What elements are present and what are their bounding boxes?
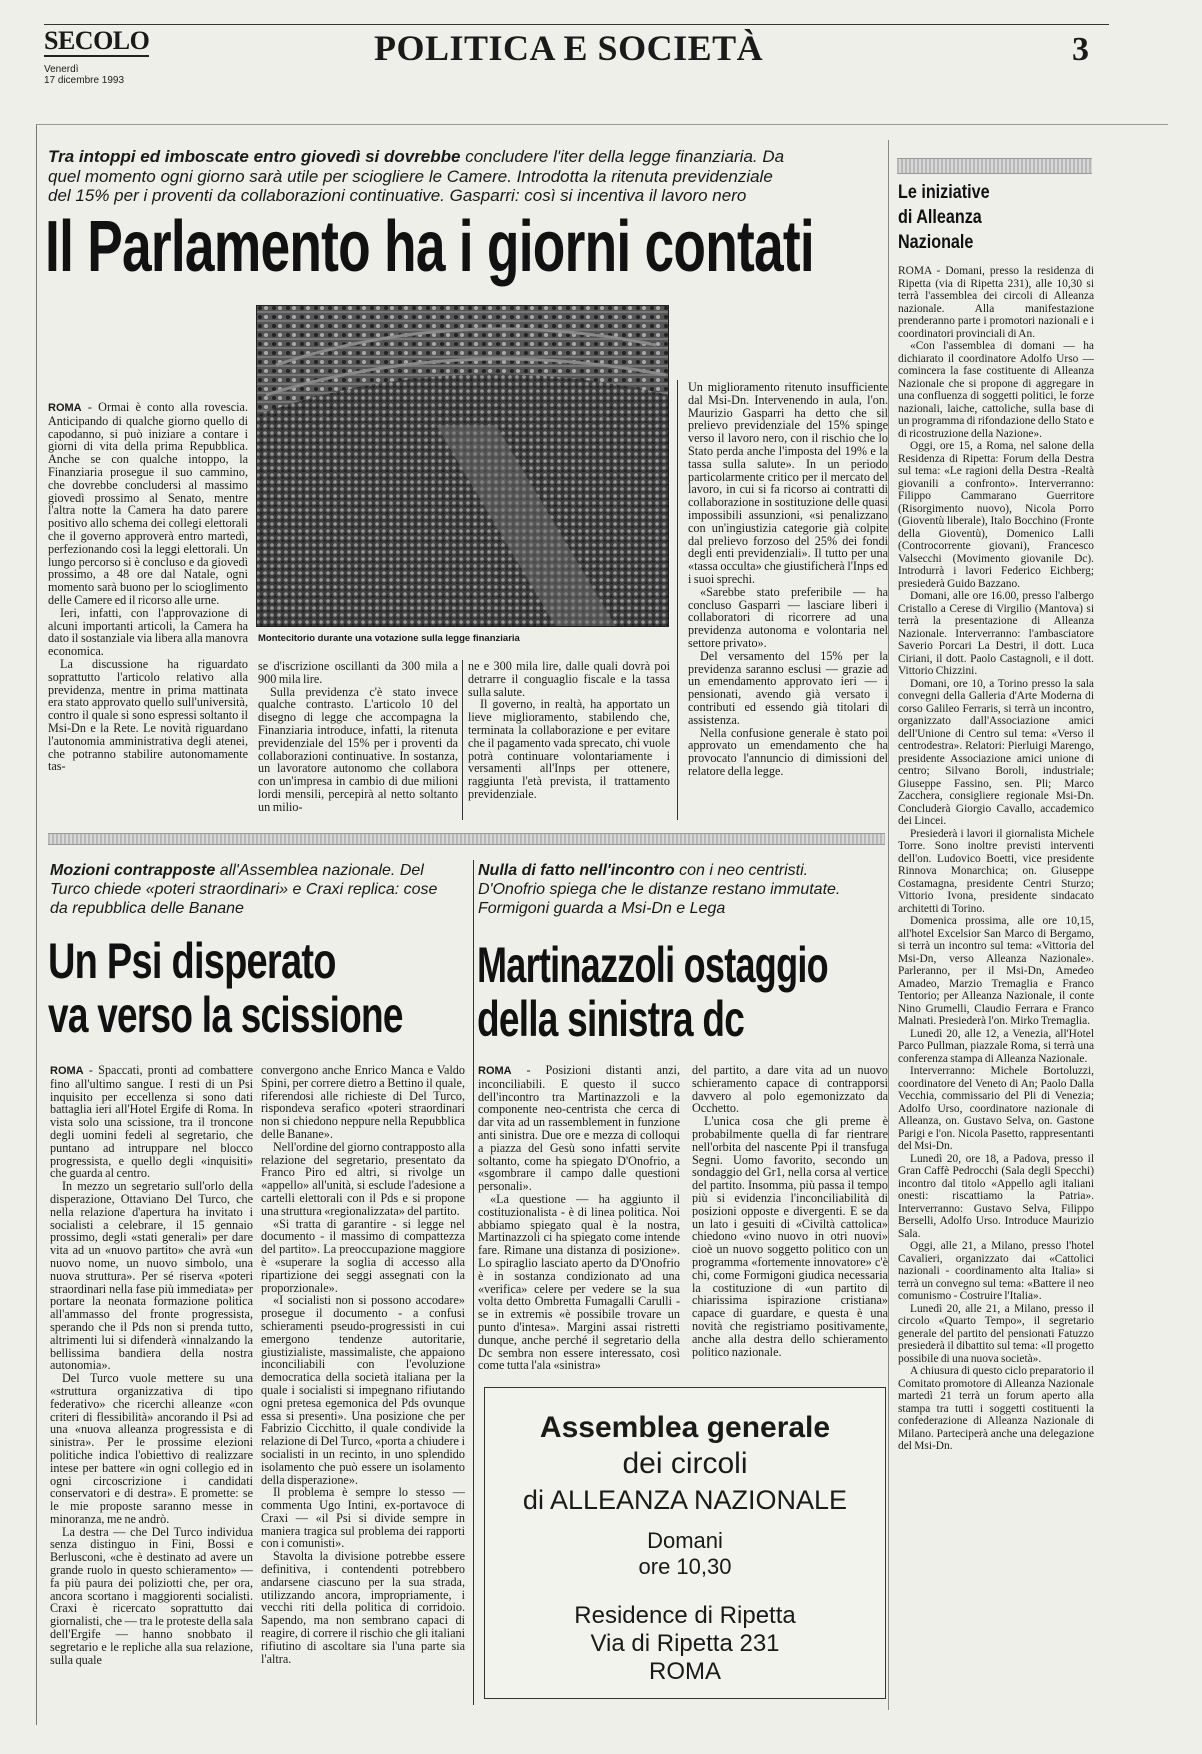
psi-headline-1: Un Psi disperato [48,933,336,989]
issue-day: Venerdì [44,64,79,75]
main-headline: Il Parlamento ha i giorni contati [45,207,814,287]
section-separator [48,833,885,845]
sidebar-bar [897,158,1092,174]
psi-article-col1: ROMA - Spaccati, pronti ad combattere fino all'ultimo sangue. I resti di un Psi inquisito per eccellenza si sono dati battaglia ieri all'Hotel Ergife di Roma. In vista solo una scissione, tra il troncone degli uomini fedeli al segretario, che puntano ad intruppare nel blocco progressista, e quello degli «inquisiti» che guarda al centro. In mezzo un segretario sull'orlo della disperazione, Ottaviano Del Turco, che nella relazione d'apertura ha invitato i socialisti a celebrare, il 15 gennaio prossimo, degli «stati generali» per dare vita ad un «nuovo partito» che avrà «un nuovo nome, un nuovo simbolo, una nuova struttura». Per sé riserva «poteri straordinari nella fase più immediata» per portare la neonata formazione politica all'ammasso del fronte progressista, sperando che il Pds non si prenda tutto, altrimenti lui si difenderà «innalzando la bellissima bandiera della nostra autonomia». Del Turco vuole mettere su una «struttura organizzativa di tipo federativo» che ricerchi alleanze «con criteri di flessibilità» ancorando il Psi ad una «nuova alleanza progressista e di sinistra». Per le prossime elezioni politiche indica l'obiettivo di realizzare intese per battere «in ogni collegio ed in ogni circoscrizione i candidati conservatori e di destra». E promette: se le mie proposte saranno messe in minoranza, me ne andrò. La destra — che Del Turco individua senza distinguo in Fini, Bossi e Berlusconi, «che è destinato ad avere un grande ruolo in questo schieramento» — fa più paura dei poliziotti che, per ora, ancora scortano i maggiorenti socialisti. Craxi è ricercato soprattutto dai giornalisti, che — tra le proteste della sala dell'Ergife — hanno snobbato il segretario e le repliche alla sua relazione, sulla quale [50,1064,253,1667]
main-article-col1: ROMA - Ormai è conto alla rovescia. Anticipando di qualche giorno quello di capodanno, si può iniziare a contare i giorni di vita della prima Repubblica. Anche se con qualche intoppo, la Finanziaria prosegue il suo cammino, che dovrebbe concludersi al massimo giovedì prossimo al Senato, mentre l'altra notte la Camera ha dato parere positivo allo schema dei collegi elettorali che il governo approverà entro martedì, perfezionando così la leggi elettorali. Un lungo percorso si è concluso e da giovedì prossimo, a 48 ore dal Natale, ogni momento sarà buono per lo scioglimento delle Camere ed il ricorso alle urne. Ieri, infatti, con l'approvazione di alcuni importanti articoli, la Camera ha dato il sostanziale via libera alla manovra economica. La discussione ha riguardato soprattutto l'articolo relativo alla previdenza, mentre in prima mattinata era stato approvato quello sull'università, contro il quale si sono espressi soltanto il Msi-Dn e la Rete. Le novità riguardano l'autonomia amministrativa degli atenei, che potranno stabilire autonomamente tas- [48,401,248,774]
main-article-col4: Un miglioramento ritenuto insufficiente dal Msi-Dn. Intervenendo in aula, l'on. Maurizio Gasparri ha detto che sil prelievo previdenziale del 15% spinge verso il lavoro nero, con il rischio che lo Stato perda anche l'imposta del 19% e la tassa sulla salute». In un periodo particolarmente critico per il mercato del lavoro, in cui si fa ricorso ai contratti di collaborazione in sostituzione delle quasi impossibili assunzioni, «si penalizzano con un'ingiustizia categorie già colpite dal prelievo forzoso del 25% dei fondi degli enti previdenziali». Il tutto per una «tassa occulta» che giustificherà l'Inps ed i suoi sprechi. «Sarebbe stato preferibile — ha concluso Gasparri — lasciare liberi i collaboratori di ricorrere ad una previdenza autonoma e volontaria nel settore privato». Del versamento del 15% per la previdenza saranno esclusi — grazie ad un emendamento approvato ieri — i pensionati, avendo già versato i contributi ed essendo già titolari di assistenza. Nella confusione generale è stato poi approvato un emendamento che ha provocato l'annuncio di dimissioni del relatore della legge. [688,381,888,778]
dc-article-col1: ROMA - Posizioni distanti anzi, inconciliabili. E questo il succo dell'incontro tra Martinazzoli e la componente neo-centrista che cerca di dar vita ad un rassemblement in funzione anti sinistra. Due ore e mezza di colloqui a piazza del Gesù sono infatti servite soltanto, come ha spiegato D'Onofrio, a «sgombrare il campo dalle questioni personali». «La questione — ha aggiunto il costituzionalista - è di linea politica. Noi abbiamo spiegato qual è la nostra, Martinazzoli ci ha spiegato come intende fare. Rimane una distanza di posizione». Lo spiraglio lasciato aperto da D'Onofrio è in sostanza condizionato ad una «verifica» celere per vedere se la sua volta detto Ombretta Fumagalli Carulli - se in extremis «è possibile trovare un punto d'intesa». Margini assai ristretti dunque, anche perché il segretario della Dc sembra non essere interessato, così come tutta l'ala «sinistra» [478,1064,680,1373]
dc-headline-1: Martinazzoli ostaggio [477,937,828,993]
col-divider [462,660,463,820]
psi-article-col2: convergono anche Enrico Manca e Valdo Spini, per correre dietro a Bettino il quale, riferendosi alle richieste di Del Turco, rispondeva serafico «poteri straordinari non si chiedono neppure nella Repubblica delle Banane». Nell'ordine del giorno contrapposto alla relazione del segretario, presentato da Franco Piro ed altri, si rivolge un «appello» all'unità, si esclude l'adesione a cartelli elettorali con il Pds e si propone una struttura «regionalizzata» del partito. «Si tratta di garantire - si legge nel documento - il massimo di compattezza del partito». La preoccupazione maggiore è «superare la soglia di accesso alla ripartizione dei seggi assegnati con la proporzionale». «I socialisti non si possono accodare» prosegue il documento - a confusi schieramenti pseudo-progressisti in cui emergono tendenze autoritarie, giustizialiste, massimaliste, che appaiono inconciliabili con l'evoluzione democratica della società italiana per la quale i socialisti si impegnano rifiutando ogni pretesa egemonica del Pds ovunque essa si presenti». Una posizione che per Fabrizio Cicchitto, il quale condivide la relazione di Del Turco, «porta a chiudere i socialisti in un recinto, in uno splendido isolamento che può essere un isolamento della disperazione». Il problema è sempre lo stesso — commenta Ugo Intini, ex-portavoce di Craxi — «il Psi si divide sempre in maniera tragica sul problema dei rapporti con i comunisti». Stavolta la divisione potrebbe essere definitiva, i contendenti potrebbero andarsene ciascuno per la sua strada, utilizzando ancora, impropriamente, i vecchi riti della politica di corridoio. Sapendo, ma non sembrano capaci di reagire, di correre il rischio che gli italiani rifiutino di ascoltare sia l'una parte sia l'altra. [261,1064,465,1666]
col-divider [473,860,474,1705]
sidebar-title-3: Nazionale [898,232,974,253]
sidebar-divider [888,140,889,1710]
ad-when-day: Domani [647,1528,723,1553]
sidebar-title-2: di Alleanza [898,207,982,228]
photo-caption: Montecitorio durante una votazione sulla legge finanziaria [258,633,520,644]
page-number: 3 [1072,31,1089,68]
assembly-advert [484,1387,886,1699]
dc-headline-2: della sinistra dc [477,991,745,1047]
dc-article-col2: del partito, a dare vita ad un nuovo schieramento capace di contrapporsi davvero al polo egemonizzato da Occhetto. L'unica cosa che gli preme è probabilmente quella di far rientrare nell'orbita del nascente Ppi il transfuga Segni. Uomo favorito, secondo un sondaggio del Gr1, nella corsa al vertice del partito. Insomma, più passa il tempo più si evidenzia l'inconciliabilità di posizioni opposte e divergenti. E se da un lato i gesuiti di «Civiltà cattolica» chiedono «vino nuovo in otri nuovi» cioè un nuovo soggetto politico con un programma «fortemente innovatore» c'è chi, come Formigoni giudica necessaria la costituzione di «un partito di chiarissima ispirazione cristiana» capace di guardare, e questa è una novità che registriamo positivamente, anche alla destra dello schieramento politico nazionale. [692,1064,888,1359]
ad-where-city: ROMA [649,1658,721,1685]
psi-headline-2: va verso la scissione [48,987,403,1043]
psi-kicker: Mozioni contrapposte all'Assemblea nazionale. Del Turco chiede «poteri straordinari» e Craxi replica: cose da repubblica delle Banane [50,862,438,917]
masthead [44,22,1159,102]
main-kicker: Tra intoppi ed imboscate entro giovedì si dovrebbe concludere l'iter della legge finanziaria. Da quel momento ogni giorno sarà utile per sciogliere le Camere. Introdotta la ritenuta previdenziale del 15% per i proventi da collaborazioni continuative. Gasparri: così si incentiva il lavoro nero [48,147,785,205]
issue-date: 17 dicembre 1993 [44,75,125,86]
ad-where-street: Via di Ripetta 231 [590,1630,780,1657]
ad-when-time: ore 10,30 [638,1554,732,1579]
masthead-rule [44,24,1109,25]
ad-title-line3: di ALLEANZA NAZIONALE [522,1485,848,1515]
dc-kicker: Nulla di fatto nell'incontro con i neo centristi. D'Onofrio spiega che le distanze restano immutate. Formigoni guarda a Msi-Dn e Lega [478,862,841,917]
col-divider [677,380,678,820]
paper-name: SECOLO [44,26,150,55]
main-article-col3: ne e 300 mila lire, dalle quali dovrà poi detrarre il conguaglio fiscale e la tassa sulla salute. Il governo, in realtà, ha apportato un lieve miglioramento, stabilendo che, terminata la collaborazione e per evitare che il pagamento vada sprecato, chi vuole potrà continuare volontariamente i versamenti all'Inps per ottenere, raggiunta l'età prevista, il trattamento previdenziale. [468,660,670,801]
sidebar-column: ROMA - Domani, presso la residenza di Ripetta (via di Ripetta 231), alle 10,30 si terrà l'assemblea dei circoli di Alleanza nazionale. Alla manifestazione prenderanno parte i promotori nazionali e i coordinatori provinciali di An. «Con l'assemblea di domani — ha dichiarato il coordinatore Adolfo Urso — comincera la fase costituente di Alleanza Nazionale che si propone di aggregare in una confluenza di soggetti politici, le forze nazionali, laiche, cattoliche, sulla base di un programma di rifondazione dello Stato e di ricostruzione della Nazione». Oggi, ore 15, a Roma, nel salone della Residenza di Ripetta: Forum della Destra sul tema: «Le ragioni della Destra -Realtà giovanili a confronto». Interverranno: Filippo Cammarano Guerritore (Risorgimento nuovo), Nicola Porro (Gioventù liberale), Italo Bocchino (Fronte della Gioventù), Domenico Lalli (Controcorrente giovani), Francesco Valsecchi (Movimento giovanile Dc). Introdurrà i lavori Federico Eichberg; presiederà Guido Bazzano. Domani, alle ore 16.00, presso l'albergo Cristallo a Cerese di Virgilio (Mantova) si terrà la presentazione di Alleanza Nazionale. Interverranno: l'ambasciatore Saverio Porcari La Destri, il dott. Luca Ciriani, il dott. Paolo Castagnoli, e il dott. Vittorio Chizzini. Domani, ore 10, a Torino presso la sala convegni della Galleria d'Arte Moderna di corso Galileo Ferraris, si terrà un incontro, organizzato dall'Associazione amici dell'Unione di Centro sul tema: «Verso il centrodestra». Relatori: Pierluigi Marengo, presidente Associazione amici unione di centro; Silvano Boroli, industriale; Giuseppe Fassino, sen. Pli; Marco Zacchera, consigliere regionale Msi-Dn. Concluderà Giorgio Cavallo, accademico dei Lincei. Presiederà i lavori il giornalista Michele Torre. Sono inoltre previsti interventi dell'on. Ludovico Boetti, vice presidente Rinnova Monarchica; on. Giuseppe Costamagna, presidente Centri Sturzo; Vittorio Ivona, presidente sindacato architetti di Torino. Domenica prossima, alle ore 10,15, all'hotel Excelsior San Marco di Bergamo, si terrà un incontro sul tema: «Vittoria del Msi-Dn, verso Alleanza Nazionale». Parleranno, per il Msi-Dn, Amedeo Amadeo, Marzio Tremaglia e Franco Tentorio; per Alleanza Nazionale, il conte Nino Grumelli, Claudio Ferrara e Franco Malnati. Presiederà l'on. Mirko Tremaglia. Lunedì 20, alle 12, a Venezia, all'Hotel Parco Pullman, piazzale Roma, si terrà una conferenza stampa di Alleanza Nazionale. Interverranno: Michele Bortoluzzi, coordinatore del Veneto di An; Paolo Dalla Vecchia, commissario del Pli di Venezia; Adolfo Urso, coordinatore nazionale di Alleanza, on. Gustavo Selva, on. Gastone Parigi e l'on. Nicola Pasetto, rappresentanti del Msi-Dn. Lunedì 20, ore 18, a Padova, presso il Gran Caffè Pedrocchi (Sala degli Specchi) incontro dal titolo «Appello agli italiani onesti: riscattiamo la Patria». Interverranno: Gustavo Selva, Filippo Berselli, Adolfo Urso. Introduce Maurizio Sala. Oggi, alle 21, a Milano, presso l'hotel Cavalieri, organizzato dai «Cattolici nazionali - coordinamento alta Italia» si terrà un convegno sul tema: «Battere il neo comunismo - Costruire l'Italia». Lunedì 20, alle 21, a Milano, presso il circolo «Quarto Tempo», il segretario generale del partito del pensionati Fatuzzo presiederà il dibattito sul tema: «Il progetto possibile di una nuova società». A chiusura di questo ciclo preparatorio il Comitato promotore di Alleanza Nazionale martedì 21 terrà un forum aperto alla stampa tra tutti i soggetti costituenti la confederazione di Alleanza Nazionale di Milano. Parteciperà anche una delegazione del Msi-Dn. [898,265,1094,1452]
parliament-photo [256,305,669,627]
ad-title-line2: dei circoli [622,1447,748,1480]
main-article-col2: se d'iscrizione oscillanti da 300 mila a 900 mila lire. Sulla previdenza c'è stato invece qualche contrasto. L'articolo 10 del disegno di legge che accompagna la Finanziaria introduce, infatti, la ritenuta previdenziale del 15% per i proventi da collaborazioni continuative. In sostanza, un lavoratore autonomo che collabora con un'impresa in cambio di due milioni lordi mensili, percepirà al netto soltanto un milio- [258,660,458,814]
section-title: POLITICA E SOCIETÀ [374,28,764,68]
sidebar-title-1: Le iniziative [898,182,990,203]
parliament-photo-image [256,305,669,627]
ad-where-venue: Residence di Ripetta [574,1602,796,1629]
ad-title-line1: Assemblea generale [539,1411,831,1444]
